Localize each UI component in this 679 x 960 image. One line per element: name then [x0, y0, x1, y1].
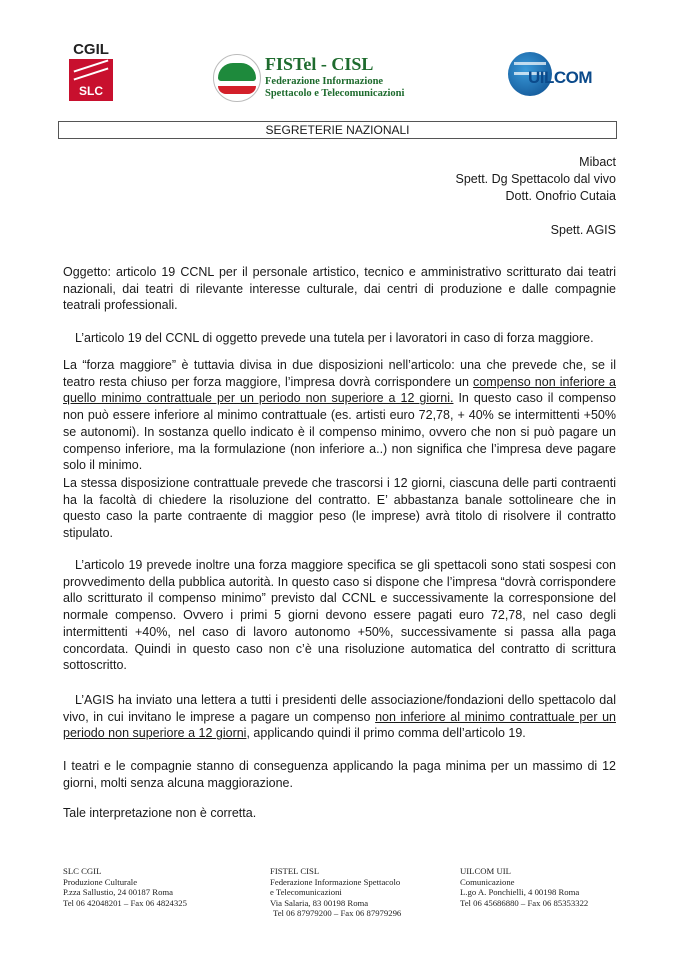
- uilcom-logo-text: UILCOM: [528, 68, 593, 87]
- p2-underlined: compenso non inferiore a quello minimo contrattuale per un periodo non superiore a 12 giorni.: [63, 374, 616, 406]
- footer-fistel-line: e Telecomunicazioni: [270, 887, 342, 898]
- footer-slc: [63, 866, 187, 908]
- slc-logo-box: [69, 59, 113, 101]
- cisl-emblem-icon: [213, 54, 261, 102]
- footer-uilcom: [460, 866, 588, 908]
- footer-fistel-line: Tel 06 87979200 – Fax 06 87979296: [273, 908, 402, 919]
- p5-underlined: non inferiore al minimo contrattuale per un periodo non superiore a 12 giorni: [63, 709, 616, 741]
- footer-fistel-line: FISTEL CISL: [270, 866, 320, 876]
- paragraph-3: La stessa disposizione contrattuale prevede che trascorsi i 12 giorni, ciascuna delle parti contraenti ha la facoltà di chiedere la risoluzione del contratto. E’ abbastanza banale sottolineare che in questo caso la parte contraente di maggior peso (le imprese) avrà titolo di risolvere il contratto stipulato.: [63, 476, 616, 541]
- fistel-logo-line2: Spettacolo e Telecomunicazioni: [265, 88, 405, 99]
- recipient-cutaia: Dott. Onofrio Cutaia: [505, 189, 616, 203]
- subject-paragraph: Oggetto: articolo 19 CCNL per il personale artistico, tecnico e amministrativo scritturato dai teatri nazionali, dai teatri di rilevante interesse culturale, dai centri di produzione e dalle compagnie teatrali professionali.: [63, 265, 616, 313]
- paragraph-6: I teatri e le compagnie stanno di conseguenza applicando la paga minima per un massimo di 12 giorni, molti senza alcuna maggiorazione.: [63, 759, 616, 790]
- p5-text-a: L’AGIS ha inviato una lettera a tutti i presidenti delle associazione/fondazioni dello spettacolo dal vivo, in cui invitano le imprese a pagare un compenso: [63, 693, 616, 724]
- segreterie-header: SEGRETERIE NAZIONALI: [58, 121, 617, 139]
- footer-uilcom-line: Comunicazione: [460, 876, 515, 887]
- cgil-logo-text: CGIL: [73, 41, 109, 58]
- cgil-slc-logo: [66, 42, 116, 102]
- footer-uilcom-line: Tel 06 45686880 – Fax 06 85353322: [460, 897, 589, 908]
- paragraph-1: L’articolo 19 del CCNL di oggetto prevede una tutela per i lavoratori in caso di forza maggiore.: [75, 331, 594, 345]
- footer-slc-line: P.zza Sallustio, 24 00187 Roma: [63, 887, 174, 898]
- recipient-agis: Spett. AGIS: [550, 223, 616, 237]
- fistel-logo-title: FISTel - CISL: [265, 54, 374, 74]
- paragraph-5: [63, 692, 616, 742]
- paragraph-4: L’articolo 19 prevede inoltre una forza maggiore specifica se gli spettacoli sono stati sospesi con provvedimento della pubblica autorità. In questo caso si dispone che l’impresa “dovrà corrispondere allo scritturato il compenso minimo” previsto dal CCNL e successivamente la corresponsione del normale compenso. Ovvero i primi 5 giorni devono essere pagati euro 72,78, nel caso degli intermittenti +40%, nel caso di lavoro autonomo +50%, successivamente si passa alla paga concordata. Quindi in questo caso non c’è una risoluzione automatica del contratto di scrittura sottoscritto.: [63, 558, 616, 673]
- paragraph-7: Tale interpretazione non è corretta.: [63, 806, 257, 820]
- slc-logo-text: SLC: [79, 84, 103, 98]
- uilcom-logo: [508, 52, 612, 100]
- fistel-logo-line1: Federazione Informazione: [265, 76, 384, 87]
- fistel-cisl-logo: [213, 54, 433, 102]
- footer-slc-line: SLC CGIL: [63, 866, 102, 876]
- p5-text-b: , applicando quindi il primo comma dell’articolo 19.: [246, 726, 526, 741]
- recipient-mibact: Mibact: [579, 155, 616, 169]
- recipient-dg: Spett. Dg Spettacolo dal vivo: [455, 172, 616, 186]
- footer-slc-line: Tel 06 42048201 – Fax 06 4824325: [63, 897, 187, 908]
- p2-text-b: In questo caso il compenso non può essere inferiore al minimo contrattuale (es. artisti euro 72,78, + 40% se intermittenti +50% se autonomi). In sostanza quello indicato è il compenso minimo, ovvero che non si può pagare un compenso inferiore, ma la formulazione (non inferiore a..) non significa che l’impresa deve pagare solo il minimo.: [63, 391, 617, 473]
- footer-fistel: [270, 866, 401, 919]
- p2-text-a: La “forza maggiore” è tuttavia divisa in due disposizioni nell’articolo: una che prevede che, se il teatro resta chiuso per forza maggiore, l’impresa dovrà corrispondere un: [63, 358, 616, 389]
- footer-uilcom-line: UILCOM UIL: [460, 866, 511, 876]
- paragraph-2: [63, 357, 616, 474]
- footer-slc-line: Produzione Culturale: [63, 876, 138, 887]
- footer-fistel-line: Via Salaria, 83 00198 Roma: [270, 897, 369, 908]
- footer-uilcom-line: L.go A. Ponchielli, 4 00198 Roma: [460, 887, 580, 898]
- footer-fistel-line: Federazione Informazione Spettacolo: [270, 876, 401, 887]
